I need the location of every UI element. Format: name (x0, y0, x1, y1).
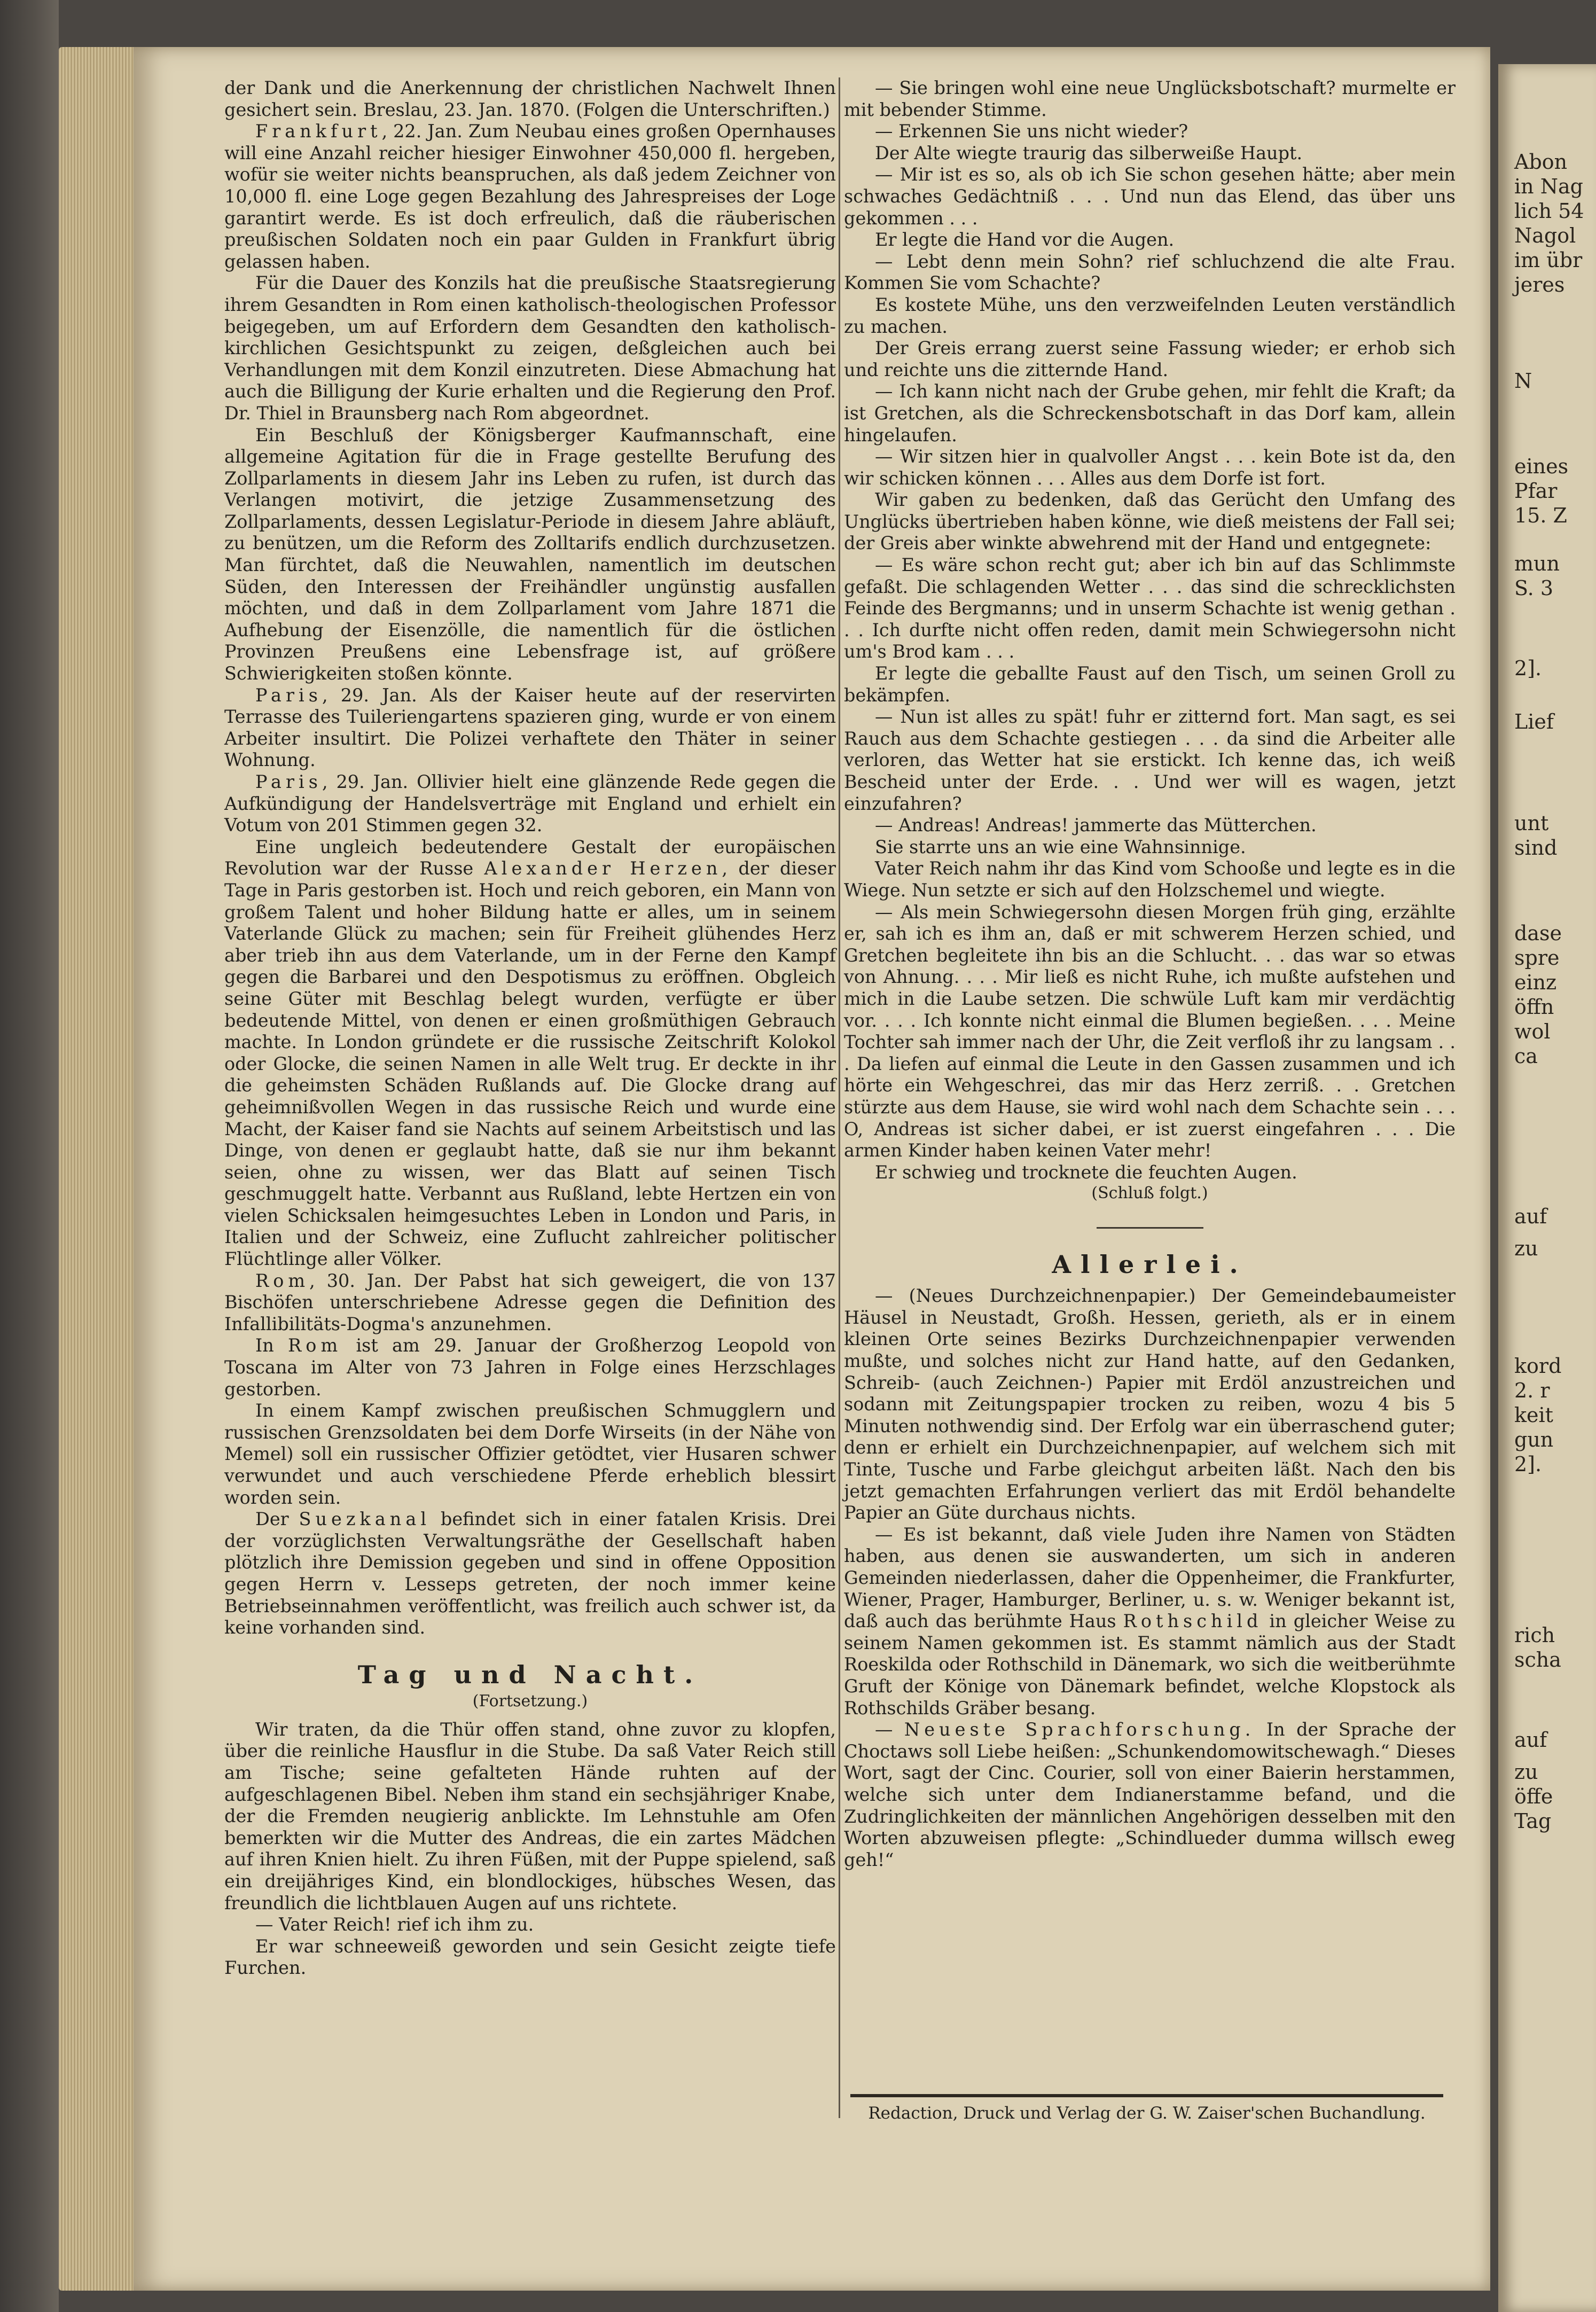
fragment-line: im übr (1514, 248, 1583, 272)
adjacent-page-fragment (1498, 64, 1596, 2312)
story-paragraph: Er legte die Hand vor die Augen. (875, 229, 1175, 251)
book-binding (0, 0, 59, 2312)
news-paragraph: Der Suezkanal befindet sich in einer fatalen Krisis. Drei der vorzüglichsten Verwaltungsräthe der Gesellschaft haben plötzlich ihre Demission gegeben und sind in offene Opposition gegen Herrn v. Lesseps getreten, der noch immer keine Betriebseinnahmen veröffentlicht, was freilich auch schwer ist, da keine vorhanden sind. (224, 1509, 836, 1638)
misc-section-title: Allerlei. (1052, 1250, 1248, 1279)
story-continuation: (Fortsetzung.) (472, 1691, 588, 1710)
keyword: Rothschild (1123, 1611, 1263, 1632)
fragment-line: sind (1514, 836, 1558, 860)
fragment-line: 2]. (1514, 1452, 1542, 1476)
fragment-line: S. 3 (1514, 576, 1554, 600)
keyword: Suezkanal (299, 1509, 431, 1530)
story-paragraph: — Sie bringen wohl eine neue Unglücksbotschaft? murmelte er mit bebender Stimme. (844, 77, 1456, 120)
story-paragraph: Wir gaben zu bedenken, daß das Gerücht den Umfang des Unglücks übertrieben haben könne, wie dieß meistens der Fall sei; der Greis aber winkte abwehrend mit der Hand und entgegnete: (844, 489, 1456, 554)
fragment-line: wol (1514, 1020, 1551, 1043)
fragment-line: N (1514, 369, 1532, 393)
fragment-line: 15. Z (1514, 504, 1567, 527)
news-paragraph: In Rom ist am 29. Januar der Großherzog Leopold von Toscana im Alter von 73 Jahren in Folge eines Herzschlages gestorben. (224, 1335, 836, 1400)
page-edges (59, 47, 139, 2291)
story-paragraph: — Nun ist alles zu spät! fuhr er zitternd fort. Man sagt, es sei Rauch aus dem Schachte gestiegen . . . da sind die Arbeiter alle verloren, das Wetter hat sie erstickt. Ich kenne das, ich weiß Bescheid unter der Erde. . . Und wer will es wagen, jetzt einzufahren? (844, 706, 1456, 814)
news-paragraph: Eine ungleich bedeutendere Gestalt der europäischen Revolution war der Russe Alexander Herzen, der dieser Tage in Paris gestorben ist. Hoch und reich geboren, ein Mann von großem Talent und hoher Bildung hatte er alles, um in seinem Vaterlande Glück zu machen; sein für Freiheit glühendes Herz aber trieb ihn aus dem Vaterlande, um in der Ferne den Kampf gegen die Barbarei und den Despotismus zu eröffnen. Obgleich seine Güter mit Beschlag belegt wurden, verfügte er über bedeutende Mittel, von denen er einen großmüthigen Gebrauch machte. In London gründete er die russische Zeitschrift Kolokol oder Glocke, die seinen Namen in alle Welt trug. Er deckte in ihr die geheimsten Schäden Rußlands auf. Die Glocke drang auf geheimnißvollen Wegen in das russische Reich und wurde eine Macht, der Kaiser fand sie Nachts auf seinem Arbeitstisch und las Dinge, von denen er geglaubt hatte, daß sie nur ihm bekannt seien, ohne zu wissen, wer das Blatt auf seinen Tisch geschmuggelt hatte. Verbannt aus Rußland, lebte Hertzen ein von vielen Schicksalen heimgesuchtes Leben in London und Paris, in Italien und der Schweiz, eine Zuflucht zahlreicher politischer Flüchtlinge aller Völker. (224, 836, 836, 1270)
fragment-line: scha (1514, 1648, 1561, 1671)
story-paragraph: Wir traten, da die Thür offen stand, ohne zuvor zu klopfen, über die reinliche Hausflur in die Stube. Da saß Vater Reich still am Tische; seine gefalteten Hände ruhten auf der aufgeschlagenen Bibel. Neben ihm stand ein sechsjähriger Knabe, der die Fremden neugierig anblickte. Im Lehnstuhle am Ofen bemerkten wir die Mutter des Andreas, die ein zartes Mädchen auf ihren Knien hielt. Zu ihren Füßen, mit der Puppe spielend, saß ein dreijähriges Kind, ein blondlockiges, hübsches Wesen, das freundlich die lichtblauen Augen auf uns richtete. (224, 1719, 836, 1913)
column-divider (839, 77, 840, 2118)
fragment-line: Pfar (1514, 479, 1558, 503)
fragment-line: Abon (1514, 150, 1568, 174)
story-paragraph: Der Alte wiegte traurig das silberweiße Haupt. (875, 142, 1303, 163)
fragment-line: keit (1514, 1403, 1553, 1427)
fragment-line: auf (1514, 1205, 1547, 1228)
fragment-line: jeres (1514, 273, 1565, 296)
fragment-line: öffn (1514, 995, 1554, 1019)
fragment-line: zu (1514, 1237, 1538, 1260)
to-be-continued: (Schluß folgt.) (1091, 1184, 1208, 1203)
news-paragraph: Rom, 30. Jan. Der Pabst hat sich geweigert, die von 137 Bischöfen unterschriebene Adresse gegen die Definition des Infallibilitäts-Dogma's anzunehmen. (224, 1270, 836, 1334)
story-paragraph: — Lebt denn mein Sohn? rief schluchzend die alte Frau. Kommen Sie vom Schachte? (844, 251, 1456, 294)
news-paragraph: Für die Dauer des Konzils hat die preußische Staatsregierung ihrem Gesandten in Rom einen katholisch-theologischen Professor beigegeben, um auf Erfordern dem Gesandten den katholisch-kirchlichen Gesichtspunkt zu zeigen, deßgleichen auch bei Verhandlungen mit dem Konzil einzutreten. Diese Abmachung hat auch die Billigung der Kurie erhalten und die Regierung den Prof. Dr. Thiel in Braunsberg nach Rom abgeordnet. (224, 272, 836, 424)
story-paragraph: Der Greis errang zuerst seine Fassung wieder; er erhob sich und reichte uns die zitternde Hand. (844, 338, 1456, 380)
story-paragraph: — Vater Reich! rief ich ihm zu. (255, 1914, 534, 1935)
fragment-line: rich (1514, 1623, 1555, 1647)
dateline: Frankfurt (255, 121, 382, 142)
person-name: Alexander Herzen (484, 858, 722, 879)
footer-rule (850, 2094, 1443, 2097)
fragment-line: kord (1514, 1354, 1562, 1378)
section-rule (1097, 1227, 1203, 1229)
story-paragraph: — Als mein Schwiegersohn diesen Morgen früh ging, erzählte er, sah ich es ihm an, daß er mit schwerem Herzen schied, und Gretchen begleitete ihn bis an die Schlucht. . . das war so etwas von Ahnung. . . . Mir ließ es nicht Ruhe, ich mußte aufstehen und mich in die Laube setzen. Die schwüle Luft kam mir verdächtig vor. . . . Ich konnte nicht einmal die Blumen begießen. . . . Meine Tochter sah immer nach der Uhr, die Zeit verfloß ihr zu langsam . . . Da liefen auf einmal die Leute in den Gassen zusammen und ich hörte ein Wehgeschrei, das mir das Herz zerriß. . . Gretchen stürzte aus dem Hause, sie wird wohl nach dem Schachte sein . . . O, Andreas ist sicher dabei, er ist zuerst eingefahren . . . Die armen Kinder haben keinen Vater mehr! (844, 901, 1456, 1161)
story-paragraph: — Es wäre schon recht gut; aber ich bin auf das Schlimmste gefaßt. Die schlagenden Wetter . . . das sind die schrecklichsten Feinde des Bergmanns; und in unserm Schachte ist wenig gethan . . . Ich durfte nicht offen reden, damit mein Schwiegersohn nicht um's Brod kam . . . (844, 554, 1456, 662)
news-paragraph: der Dank und die Anerkennung der christlichen Nachwelt Ihnen gesichert sein. Breslau, 23. Jan. 1870. (Folgen die Unterschriften.) (224, 77, 836, 120)
news-paragraph: Ein Beschluß der Königsberger Kaufmannschaft, eine allgemeine Agitation für die in Frage gestellte Berufung des Zollparlaments in diesem Jahr ins Leben zu rufen, ist durch das Verlangen motivirt, die jetzige Zusammensetzung des Zollparlaments, dessen Legislatur-Periode in diesem Jahre abläuft, zu benützen, um die Reform des Zolltarifs endlich durchzusetzen. Man fürchtet, daß die Neuwahlen, namentlich im deutschen Süden, den Interessen der Freihändler ungünstig ausfallen möchten, und daß in dem Zollparlament vom Jahre 1871 die Aufhebung der Eisenzölle, die namentlich für die östlichen Provinzen Preußens eine Lebensfrage ist, auf größere Schwierigkeiten stoßen könnte. (224, 424, 836, 684)
story-paragraph: Sie starrte uns an wie eine Wahnsinnige. (875, 836, 1246, 857)
news-paragraph: Paris, 29. Jan. Ollivier hielt eine glänzende Rede gegen die Aufkündigung der Handelsverträge mit England und erhielt ein Votum von 201 Stimmen gegen 32. (224, 771, 836, 836)
fragment-line: ca (1514, 1044, 1538, 1068)
dateline: Rom (288, 1335, 342, 1356)
story-paragraph: Er war schneeweiß geworden und sein Gesicht zeigte tiefe Furchen. (224, 1935, 836, 1979)
story-title: Tag und Nacht. (357, 1660, 703, 1689)
left-column (224, 77, 836, 1979)
story-paragraph: — Andreas! Andreas! jammerte das Mütterchen. (875, 815, 1317, 836)
misc-paragraph: — Neueste Sprachforschung. In der Sprache der Choctaws soll Liebe heißen: „Schunkendomowitschewagh.“ Dieses Wort, sagt der Cinc. Courier, soll von einer Baierin herstammen, welche sich unter dem Indianerstamme befand, und die Zudringlichkeiten der männlichen Angehörigen desselben mit den Worten abzuweisen pflegte: „Schindlueder dumma willsch eweg geh!“ (844, 1719, 1456, 1870)
fragment-line: in Nag (1514, 175, 1583, 198)
fragment-line: lich 54 (1514, 199, 1584, 223)
fragment-line: Tag (1514, 1809, 1552, 1833)
story-paragraph: Er legte die geballte Faust auf den Tisch, um seinen Groll zu bekämpfen. (844, 663, 1456, 706)
fragment-line: einz (1514, 971, 1557, 994)
fragment-line: gun (1514, 1428, 1554, 1451)
fragment-line: spre (1514, 946, 1560, 970)
fragment-line: dase (1514, 921, 1562, 945)
fragment-line: 2. r (1514, 1379, 1550, 1402)
fragment-line: Lief (1514, 710, 1554, 733)
fragment-line: mun (1514, 552, 1560, 575)
news-paragraph: Paris, 29. Jan. Als der Kaiser heute auf der reservirten Terrasse des Tuileriengartens spazieren ging, wurde er von einem Arbeiter insultirt. Die Polizei verhaftete den Thäter in seiner Wohnung. (224, 684, 836, 771)
fragment-line: eines (1514, 455, 1569, 478)
story-paragraph: Vater Reich nahm ihr das Kind vom Schooße und legte es in die Wiege. Nun setzte er sich auf den Holzschemel und wiegte. (844, 858, 1456, 901)
news-paragraph: In einem Kampf zwischen preußischen Schmugglern und russischen Grenzsoldaten bei dem Dorfe Wirseits (in der Nähe von Memel) soll ein russischer Offizier getödtet, vier Husaren schwer verwundet und auch verschiedene Pferde erheblich blessirt worden sein. (224, 1400, 836, 1508)
keyword: Neues Durchzeichnenpapier. (916, 1285, 1189, 1307)
fragment-line: Nagol (1514, 224, 1576, 247)
story-paragraph: — Mir ist es so, als ob ich Sie schon gesehen hätte; aber mein schwaches Gedächtniß . . . Und nun das Elend, das über uns gekommen . . . (844, 164, 1456, 229)
fragment-line: zu (1514, 1760, 1538, 1784)
dateline: Paris (255, 684, 322, 706)
right-column (844, 77, 1456, 1871)
dateline: Paris (255, 771, 322, 792)
keyword: Neueste Sprachforschung. (904, 1719, 1255, 1740)
fragment-line: 2]. (1514, 657, 1542, 680)
misc-paragraph: — (Neues Durchzeichnenpapier.) Der Gemeindebaumeister Häusel in Neustadt, Großh. Hessen, gerieth, als er in einem kleinen Orte seines Bezirks Durchzeichnenpapier verwenden mußte, und solches nicht zur Hand hatte, auf den Gedanken, Schreib- (auch Zeichnen-) Papier mit Erdöl anzustreichen und sodann mit Zeitungspapier trocken zu reiben, wozu 4 bis 5 Minuten nothwendig sind. Der Erfolg war ein überraschend guter; denn er erhielt ein Durchzeichnenpapier, auf welchem sich mit Tinte, Tusche und Farbe gleichgut arbeiten läßt. Nach den bis jetzt gemachten Erfahrungen verliert das mit Erdöl behandelte Papier an Güte durchaus nichts. (844, 1285, 1456, 1524)
story-paragraph: — Wir sitzen hier in qualvoller Angst . . . kein Bote ist da, den wir schicken können . . . Alles aus dem Dorfe ist fort. (844, 446, 1456, 489)
story-paragraph: — Ich kann nicht nach der Grube gehen, mir fehlt die Kraft; da ist Gretchen, als die Schreckensbotschaft in das Dorf kam, allein hingelaufen. (844, 381, 1456, 446)
news-paragraph: Frankfurt, 22. Jan. Zum Neubau eines großen Opernhauses will eine Anzahl reicher hiesiger Einwohner 450,000 fl. hergeben, wofür sie weiter nichts beanspruchen, als daß jedem Zeichner von 10,000 fl. eine Loge gegen Bezahlung des Jahrespreises der Loge garantirt werde. Es ist doch erfreulich, daß die räuberischen preußischen Soldaten noch ein paar Gulden in Frankfurt übrig gelassen haben. (224, 121, 836, 272)
fragment-line: öffe (1514, 1785, 1553, 1808)
story-paragraph: — Erkennen Sie uns nicht wieder? (875, 121, 1188, 142)
imprint-footer: Redaction, Druck und Verlag der G. W. Zaiser'schen Buchandlung. (868, 2104, 1426, 2123)
fragment-line: auf (1514, 1728, 1547, 1752)
dateline: Rom (255, 1270, 310, 1291)
story-paragraph: Er schwieg und trocknete die feuchten Augen. (875, 1161, 1297, 1183)
story-paragraph: Es kostete Mühe, uns den verzweifelnden Leuten verständlich zu machen. (844, 294, 1456, 337)
misc-paragraph: — Es ist bekannt, daß viele Juden ihre Namen von Städten haben, aus denen sie auswanderten, um sich in anderen Gemeinden niederlassen, daher die Oppenheimer, die Frankfurter, Wiener, Prager, Hamburger, Berliner, u. s. w. Weniger bekannt ist, daß auch das berühmte Haus Rothschild in gleicher Weise zu seinem Namen gekommen ist. Es stammt nämlich aus der Stadt Roeskilda oder Rothschild in Dänemark, wo sich die weitberühmte Gruft der Könige von Dänemark befindet, welche Klopstock als Rothschilds Gräber besang. (844, 1524, 1456, 1719)
fragment-line: unt (1514, 811, 1549, 835)
